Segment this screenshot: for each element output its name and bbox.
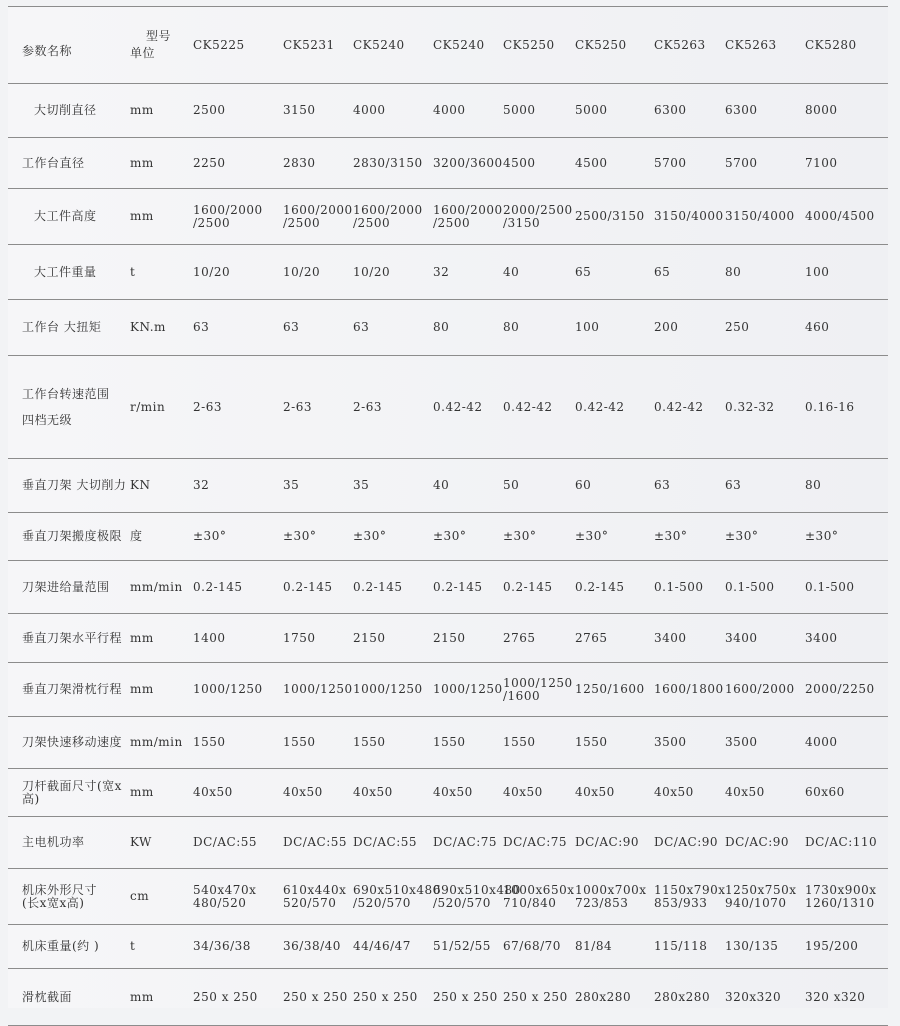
spec-value: 5000 [575, 84, 654, 138]
spec-value: 3150/4000 [654, 189, 725, 245]
spec-value: 1000/1250 [283, 663, 353, 717]
spec-value: 250 x 250 [283, 969, 353, 1026]
spec-value: 10/20 [193, 245, 283, 300]
spec-value: 60x60 [805, 769, 888, 817]
spec-value: 320x320 [725, 969, 805, 1026]
model-name: CK5240 [433, 7, 503, 84]
spec-value: 0.42-42 [654, 356, 725, 459]
spec-value: 0.42-42 [503, 356, 575, 459]
spec-value: DC/AC:110 [805, 817, 888, 869]
spec-value: 63 [193, 300, 283, 356]
unit: KN.m [130, 300, 193, 356]
spec-value: 250 [725, 300, 805, 356]
spec-value: 115/118 [654, 925, 725, 969]
spec-value: 67/68/70 [503, 925, 575, 969]
spec-value: 280x280 [654, 969, 725, 1026]
spec-value: 3150/4000 [725, 189, 805, 245]
spec-value: 1150x790x 853/933 [654, 869, 725, 925]
param-name: 刀杆截面尺寸(宽x高) [8, 769, 130, 817]
spec-value: 1000/1250 [433, 663, 503, 717]
spec-value: ±30° [805, 513, 888, 561]
table-row [8, 561, 888, 614]
table-row [8, 614, 888, 663]
param-name: 垂直刀架 大切削力 [8, 459, 130, 513]
spec-value: ±30° [433, 513, 503, 561]
spec-value: 1000/1250 [353, 663, 433, 717]
spec-value: 80 [725, 245, 805, 300]
spec-value: 6300 [725, 84, 805, 138]
spec-value: 40 [503, 245, 575, 300]
table-row [8, 717, 888, 769]
spec-value: 80 [503, 300, 575, 356]
spec-value: 130/135 [725, 925, 805, 969]
unit: mm [130, 189, 193, 245]
spec-value: 0.16-16 [805, 356, 888, 459]
spec-value: 2830 [283, 138, 353, 189]
spec-value: 63 [353, 300, 433, 356]
header-param-cell [8, 7, 130, 84]
spec-value: 690x510x480 /520/570 [433, 869, 503, 925]
spec-value: DC/AC:55 [283, 817, 353, 869]
spec-value: 250 x 250 [503, 969, 575, 1026]
spec-value: 51/52/55 [433, 925, 503, 969]
spec-value: 2765 [503, 614, 575, 663]
spec-value: 0.42-42 [575, 356, 654, 459]
table-row [8, 969, 888, 1026]
spec-value: 63 [283, 300, 353, 356]
spec-value: 100 [575, 300, 654, 356]
spec-value: 1600/2000 /2500 [193, 189, 283, 245]
spec-value: 44/46/47 [353, 925, 433, 969]
spec-value: 1730x900x 1260/1310 [805, 869, 888, 925]
spec-value: 1600/2000 /2500 [283, 189, 353, 245]
spec-value: ±30° [725, 513, 805, 561]
spec-value: 2-63 [283, 356, 353, 459]
spec-value: 65 [654, 245, 725, 300]
model-name: CK5240 [353, 7, 433, 84]
spec-value: 1000/1250 /1600 [503, 663, 575, 717]
unit: 度 [130, 513, 193, 561]
spec-value: 2830/3150 [353, 138, 433, 189]
unit: t [130, 245, 193, 300]
spec-value: 1000/1250 [193, 663, 283, 717]
spec-value: 4000 [805, 717, 888, 769]
spec-value: 2500 [193, 84, 283, 138]
spec-value: 35 [353, 459, 433, 513]
unit: mm [130, 138, 193, 189]
spec-value: 4500 [503, 138, 575, 189]
unit: mm/min [130, 561, 193, 614]
spec-value: ±30° [353, 513, 433, 561]
spec-value: 0.1-500 [654, 561, 725, 614]
spec-value: 1400 [193, 614, 283, 663]
spec-value: 81/84 [575, 925, 654, 969]
table-row [8, 356, 888, 459]
spec-value: 0.2-145 [433, 561, 503, 614]
spec-value: 1000x650x 710/840 [503, 869, 575, 925]
unit: KN [130, 459, 193, 513]
param-name: 机床外形尺寸 (长x宽x高) [8, 869, 130, 925]
model-name: CK5250 [575, 7, 654, 84]
spec-value: 4000/4500 [805, 189, 888, 245]
spec-value: 3400 [805, 614, 888, 663]
param-name: 垂直刀架滑枕行程 [8, 663, 130, 717]
spec-value: ±30° [575, 513, 654, 561]
spec-sheet [8, 6, 888, 1008]
spec-value: 65 [575, 245, 654, 300]
spec-value: 0.2-145 [283, 561, 353, 614]
spec-value: DC/AC:55 [193, 817, 283, 869]
unit: cm [130, 869, 193, 925]
spec-value: 0.32-32 [725, 356, 805, 459]
table-row [8, 138, 888, 189]
model-name: CK5250 [503, 7, 575, 84]
spec-value: DC/AC:90 [575, 817, 654, 869]
spec-value: 0.1-500 [725, 561, 805, 614]
table-row [8, 459, 888, 513]
model-name: CK5225 [193, 7, 283, 84]
param-name: 主电机功率 [8, 817, 130, 869]
spec-value: 63 [725, 459, 805, 513]
header-row [8, 7, 888, 84]
spec-value: 1600/2000 /2500 [353, 189, 433, 245]
spec-value: 1250/1600 [575, 663, 654, 717]
spec-value: 1550 [283, 717, 353, 769]
spec-value: 100 [805, 245, 888, 300]
table-row [8, 245, 888, 300]
param-name: 刀架进给量范围 [8, 561, 130, 614]
spec-value: DC/AC:55 [353, 817, 433, 869]
spec-value: 50 [503, 459, 575, 513]
param-name: 垂直刀架搬度极限 [8, 513, 130, 561]
spec-value: 2150 [433, 614, 503, 663]
param-name: 工作台 大扭矩 [8, 300, 130, 356]
spec-value: 5000 [503, 84, 575, 138]
spec-value: 0.1-500 [805, 561, 888, 614]
unit: KW [130, 817, 193, 869]
param-name-header: 参数名称 [22, 44, 73, 58]
spec-value: 5700 [725, 138, 805, 189]
spec-value: 1600/1800 [654, 663, 725, 717]
spec-value: DC/AC:90 [725, 817, 805, 869]
model-name: CK5263 [725, 7, 805, 84]
header-model-unit-cell [130, 7, 193, 84]
unit: mm [130, 84, 193, 138]
table-row [8, 769, 888, 817]
param-name: 滑枕截面 [8, 969, 130, 1026]
spec-value: 40x50 [725, 769, 805, 817]
spec-value: 32 [193, 459, 283, 513]
spec-value: 3400 [725, 614, 805, 663]
unit: mm/min [130, 717, 193, 769]
spec-value: 0.2-145 [193, 561, 283, 614]
spec-value: 200 [654, 300, 725, 356]
spec-value: 1550 [353, 717, 433, 769]
spec-value: 35 [283, 459, 353, 513]
spec-value: 1550 [575, 717, 654, 769]
spec-value: 3200/3600 [433, 138, 503, 189]
spec-value: 40x50 [433, 769, 503, 817]
spec-value: ±30° [193, 513, 283, 561]
spec-value: 2250 [193, 138, 283, 189]
param-name: 垂直刀架水平行程 [8, 614, 130, 663]
param-name: 大工件重量 [8, 245, 130, 300]
spec-value: 40x50 [193, 769, 283, 817]
spec-value: 8000 [805, 84, 888, 138]
unit: r/min [130, 356, 193, 459]
unit: mm [130, 614, 193, 663]
spec-value: 36/38/40 [283, 925, 353, 969]
param-name: 大工件高度 [8, 189, 130, 245]
spec-value: 250 x 250 [353, 969, 433, 1026]
table-row [8, 817, 888, 869]
spec-value: 280x280 [575, 969, 654, 1026]
spec-value: 40x50 [283, 769, 353, 817]
spec-value: 0.2-145 [575, 561, 654, 614]
spec-value: 5700 [654, 138, 725, 189]
spec-value: 10/20 [353, 245, 433, 300]
spec-value: 460 [805, 300, 888, 356]
spec-value: 2150 [353, 614, 433, 663]
table-row [8, 300, 888, 356]
spec-value: 80 [433, 300, 503, 356]
spec-value: 40x50 [503, 769, 575, 817]
spec-value: 2-63 [193, 356, 283, 459]
spec-value: 32 [433, 245, 503, 300]
param-name: 大切削直径 [8, 84, 130, 138]
spec-table-body [8, 7, 888, 1026]
spec-value: 1250x750x 940/1070 [725, 869, 805, 925]
spec-value: 3500 [725, 717, 805, 769]
spec-value: 0.2-145 [353, 561, 433, 614]
spec-value: DC/AC:75 [433, 817, 503, 869]
spec-value: 40 [433, 459, 503, 513]
table-row [8, 925, 888, 969]
table-row [8, 663, 888, 717]
spec-value: 195/200 [805, 925, 888, 969]
table-row [8, 189, 888, 245]
table-row [8, 869, 888, 925]
spec-value: 1600/2000 /2500 [433, 189, 503, 245]
spec-value: 2500/3150 [575, 189, 654, 245]
table-row [8, 84, 888, 138]
param-name: 工作台直径 [8, 138, 130, 189]
spec-value: 1600/2000 [725, 663, 805, 717]
spec-value: 610x440x 520/570 [283, 869, 353, 925]
spec-value: 4000 [433, 84, 503, 138]
spec-value: DC/AC:90 [654, 817, 725, 869]
spec-value: 250 x 250 [193, 969, 283, 1026]
spec-value: 4500 [575, 138, 654, 189]
unit-header: 单位 [130, 46, 156, 60]
spec-value: ±30° [283, 513, 353, 561]
unit: mm [130, 663, 193, 717]
param-name: 机床重量(约 ) [8, 925, 130, 969]
spec-value: ±30° [503, 513, 575, 561]
spec-value: 1550 [193, 717, 283, 769]
spec-value: 690x510x480 /520/570 [353, 869, 433, 925]
spec-value: DC/AC:75 [503, 817, 575, 869]
table-row [8, 513, 888, 561]
spec-value: 0.2-145 [503, 561, 575, 614]
spec-value: 60 [575, 459, 654, 513]
spec-value: 2-63 [353, 356, 433, 459]
spec-value: ±30° [654, 513, 725, 561]
spec-value: 1550 [503, 717, 575, 769]
model-name: CK5231 [283, 7, 353, 84]
spec-value: 1000x700x 723/853 [575, 869, 654, 925]
spec-value: 63 [654, 459, 725, 513]
param-name: 刀架快速移动速度 [8, 717, 130, 769]
spec-value: 250 x 250 [433, 969, 503, 1026]
spec-value: 320 x320 [805, 969, 888, 1026]
unit: mm [130, 769, 193, 817]
spec-value: 80 [805, 459, 888, 513]
spec-value: 40x50 [353, 769, 433, 817]
spec-value: 10/20 [283, 245, 353, 300]
param-name: 工作台转速范围 四档无级 [8, 356, 130, 459]
spec-value: 2000/2250 [805, 663, 888, 717]
spec-value: 1750 [283, 614, 353, 663]
spec-value: 0.42-42 [433, 356, 503, 459]
spec-value: 540x470x 480/520 [193, 869, 283, 925]
spec-value: 34/36/38 [193, 925, 283, 969]
model-name: CK5280 [805, 7, 888, 84]
model-name: CK5263 [654, 7, 725, 84]
spec-value: 3500 [654, 717, 725, 769]
spec-value: 3400 [654, 614, 725, 663]
spec-table [8, 6, 888, 1026]
unit: mm [130, 969, 193, 1026]
spec-value: 40x50 [575, 769, 654, 817]
model-header: 型号 [146, 29, 172, 43]
spec-value: 4000 [353, 84, 433, 138]
spec-value: 7100 [805, 138, 888, 189]
spec-value: 40x50 [654, 769, 725, 817]
unit: t [130, 925, 193, 969]
spec-value: 6300 [654, 84, 725, 138]
spec-value: 3150 [283, 84, 353, 138]
spec-value: 1550 [433, 717, 503, 769]
spec-value: 2000/2500 /3150 [503, 189, 575, 245]
spec-value: 2765 [575, 614, 654, 663]
